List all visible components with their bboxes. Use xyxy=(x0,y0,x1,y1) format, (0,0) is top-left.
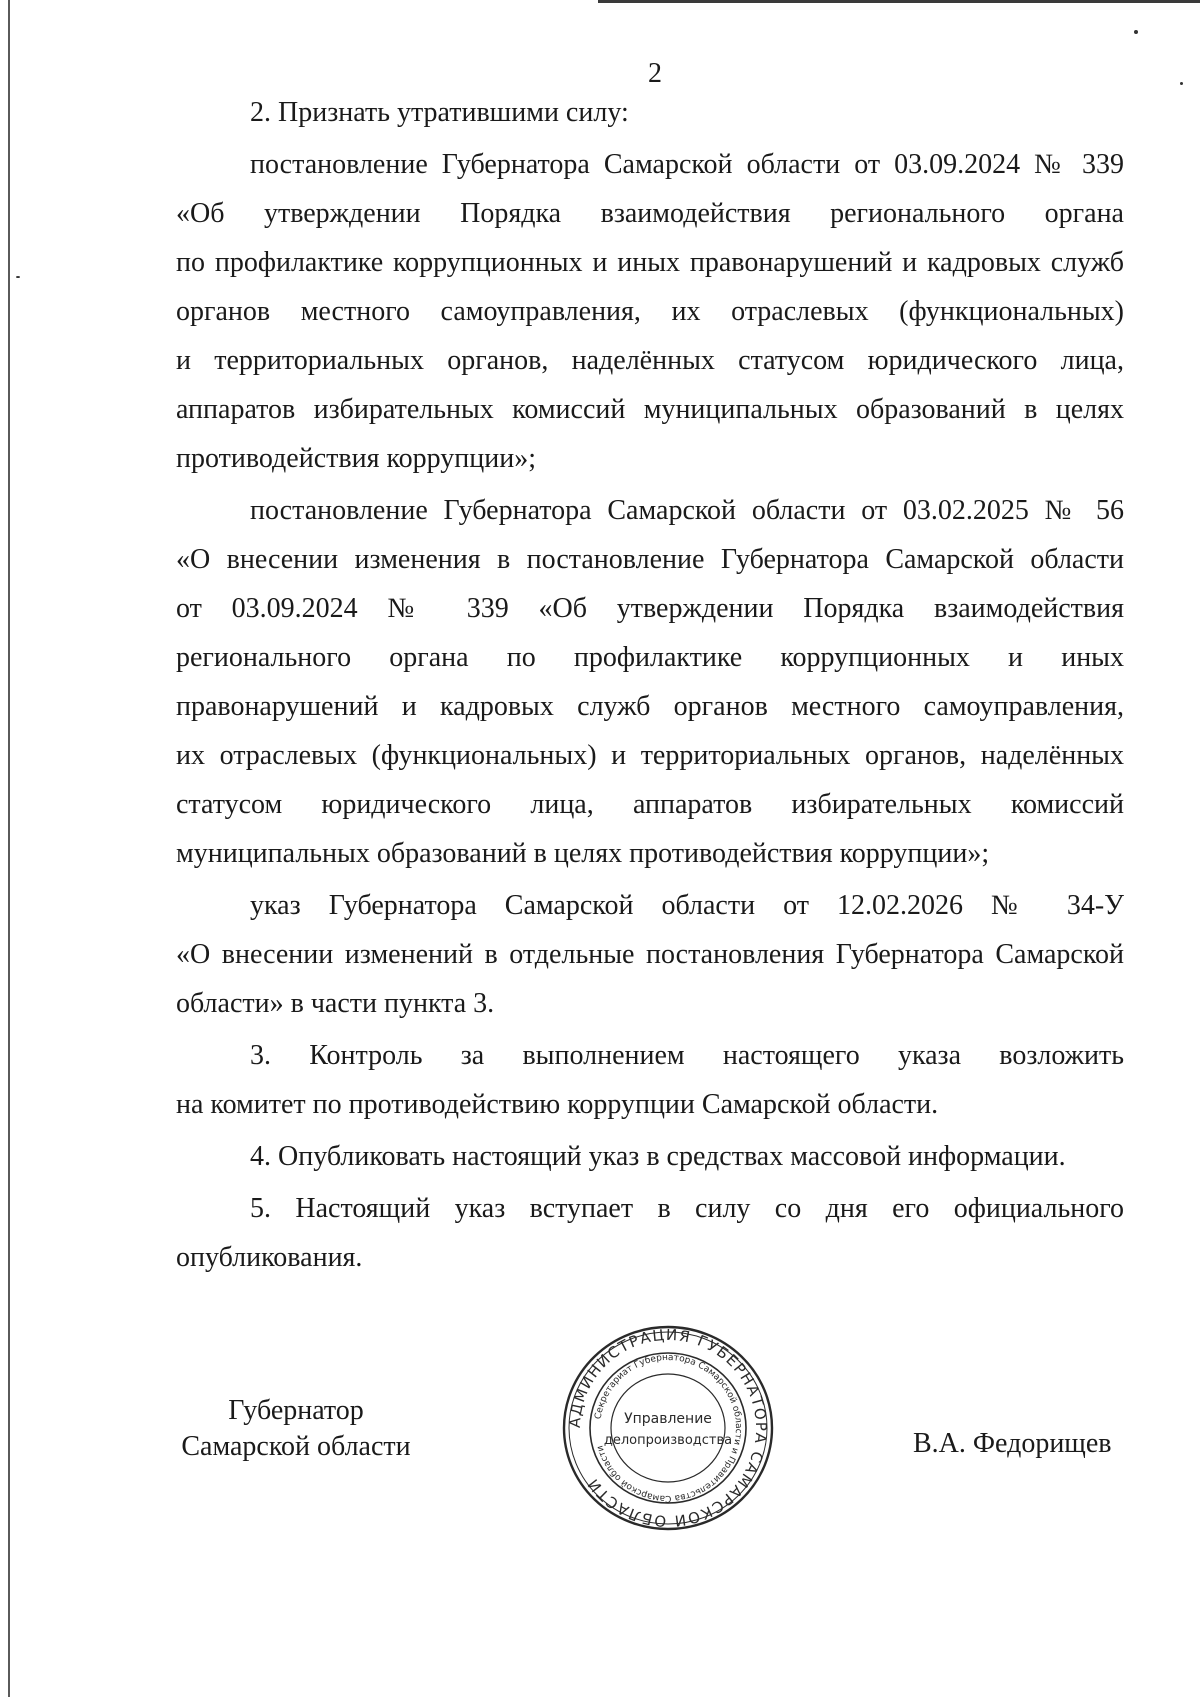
signatory-title-line: Самарской области xyxy=(181,1431,411,1462)
paragraph-line: правонарушений и кадровых служб органов местного самоуправления, xyxy=(176,691,1124,722)
scan-speck xyxy=(16,276,20,278)
paragraph-line: их отраслевых (функциональных) и территориальных органов, наделённых xyxy=(176,740,1124,771)
paragraph-line: статусом юридического лица, аппаратов избирательных комиссий xyxy=(176,789,1124,820)
stamp-outer-text: АДМИНИСТРАЦИЯ ГУБЕРНАТОРА САМАРСКОЙ ОБЛАСТИ xyxy=(565,1325,771,1531)
stamp-center-line: делопроизводства xyxy=(603,1433,733,1448)
signatory-name: В.А. Федорищев xyxy=(913,1428,1112,1459)
paragraph-line: области» в части пункта 3. xyxy=(176,988,495,1019)
paragraph-line: органов местного самоуправления, их отраслевых (функциональных) xyxy=(176,296,1124,327)
scan-edge-top xyxy=(598,0,1200,3)
paragraph-line: муниципальных образований в целях противодействия коррупции»; xyxy=(176,838,990,869)
page-number: 2 xyxy=(648,58,662,89)
paragraph-line: 2. Признать утратившими силу: xyxy=(250,97,629,128)
paragraph-line: постановление Губернатора Самарской области от 03.09.2024 № 339 xyxy=(250,149,1124,180)
paragraph-line: постановление Губернатора Самарской области от 03.02.2025 № 56 xyxy=(250,495,1124,526)
paragraph-line: опубликования. xyxy=(176,1242,363,1273)
scan-speck xyxy=(1180,82,1183,85)
paragraph-line: и территориальных органов, наделённых статусом юридического лица, xyxy=(176,345,1124,376)
paragraph-line: «О внесении изменения в постановление Губернатора Самарской области xyxy=(176,544,1124,575)
signatory-title xyxy=(176,1393,416,1465)
stamp-center-line: Управление xyxy=(624,1411,712,1427)
official-stamp xyxy=(553,1323,783,1533)
paragraph-line: противодействия коррупции»; xyxy=(176,443,536,474)
paragraph-line: 5. Настоящий указ вступает в силу со дня его официального xyxy=(250,1193,1124,1224)
signatory-title-line: Губернатор xyxy=(228,1395,364,1426)
paragraph-line: «Об утверждении Порядка взаимодействия регионального органа xyxy=(176,198,1124,229)
paragraph-line: регионального органа по профилактике коррупционных и иных xyxy=(176,642,1124,673)
stamp-inner-text: Секретариат Губернатора Самарской области и Правительства Самарской области xyxy=(593,1352,744,1504)
paragraph-line: 4. Опубликовать настоящий указ в средствах массовой информации. xyxy=(250,1141,1066,1172)
paragraph-line: «О внесении изменений в отдельные постановления Губернатора Самарской xyxy=(176,939,1124,970)
paragraph-line: на комитет по противодействию коррупции Самарской области. xyxy=(176,1089,939,1120)
paragraph-line: от 03.09.2024 № 339 «Об утверждении Порядка взаимодействия xyxy=(176,593,1124,624)
scan-edge-left xyxy=(8,0,10,1697)
paragraph-line: аппаратов избирательных комиссий муниципальных образований в целях xyxy=(176,394,1124,425)
scan-speck xyxy=(1134,30,1138,34)
paragraph-line: 3. Контроль за выполнением настоящего указа возложить xyxy=(250,1040,1124,1071)
paragraph-line: указ Губернатора Самарской области от 12.02.2026 № 34-У xyxy=(250,890,1124,921)
stamp-seal-graphic xyxy=(553,1323,783,1533)
paragraph-line: по профилактике коррупционных и иных правонарушений и кадровых служб xyxy=(176,247,1124,278)
